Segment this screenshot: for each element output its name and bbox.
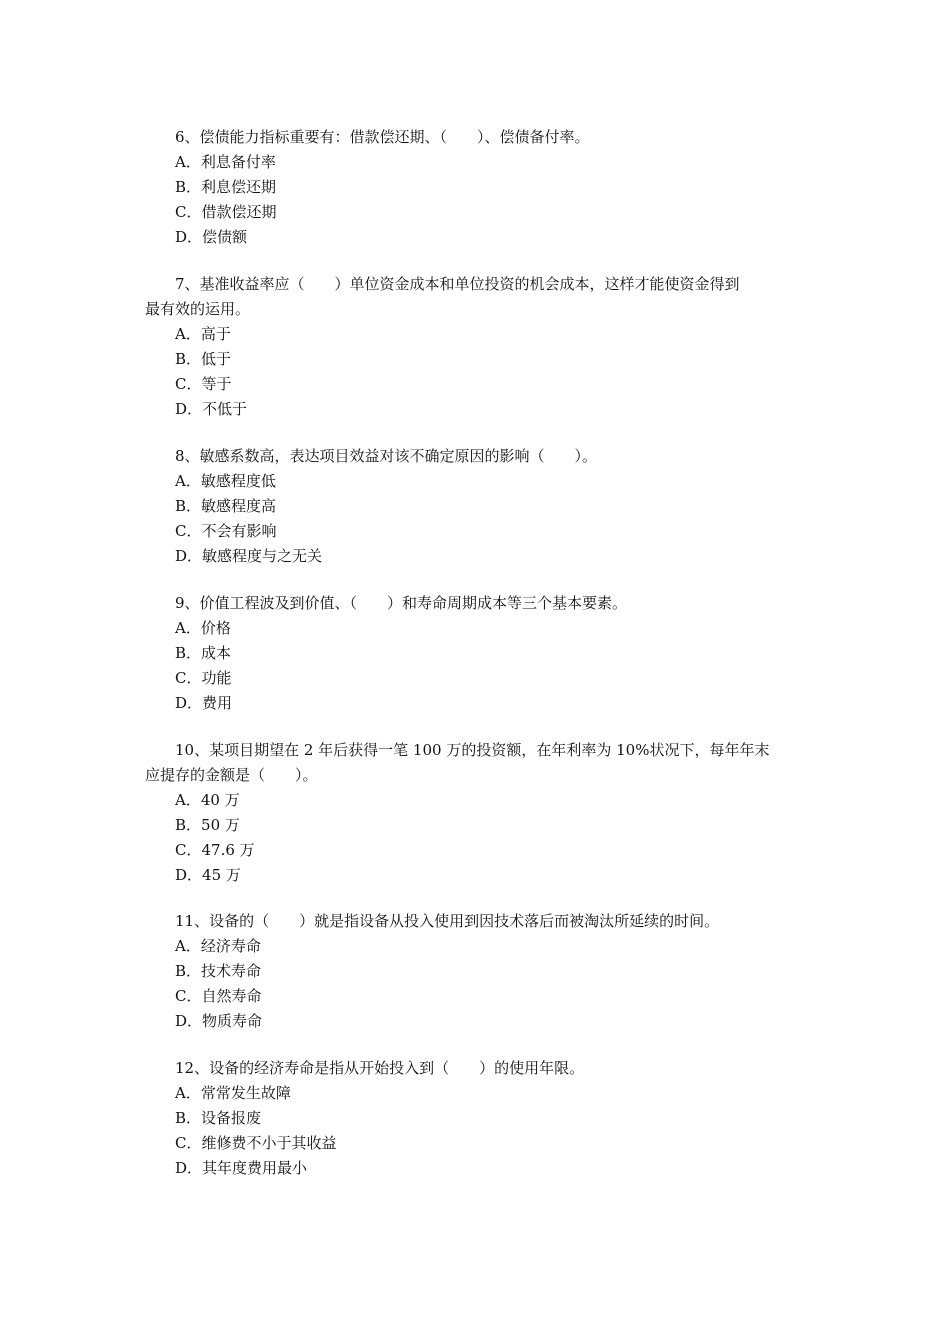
option-c: C．借款偿还期	[175, 203, 277, 221]
question-text: 11、设备的（ ）就是指设备从投入使用到因技术落后而被淘汰所延续的时间。	[175, 912, 720, 930]
option-c: C．等于	[175, 375, 232, 393]
option-b: B．低于	[175, 350, 232, 368]
question-text: 8、敏感系数高，表达项目效益对该不确定原因的影响（ ）。	[175, 447, 598, 465]
question-text-continued: 应提存的金额是（ ）。	[145, 766, 318, 784]
option-a: A．利息备付率	[175, 153, 276, 171]
question-text: 7、基准收益率应（ ）单位资金成本和单位投资的机会成本，这样才能使资金得到	[175, 275, 740, 293]
option-d: D．敏感程度与之无关	[175, 547, 323, 565]
option-d: D．费用	[175, 694, 233, 712]
option-b: B．设备报废	[175, 1109, 262, 1127]
option-d: D．偿债额	[175, 228, 248, 246]
option-d: D．45 万	[175, 866, 241, 884]
question-text: 12、设备的经济寿命是指从开始投入到（ ）的使用年限。	[175, 1059, 585, 1077]
option-c: C．自然寿命	[175, 987, 262, 1005]
option-a: A．敏感程度低	[175, 472, 276, 490]
option-b: B．50 万	[175, 816, 240, 834]
option-a: A．40 万	[175, 791, 240, 809]
question-text: 10、某项目期望在 2 年后获得一笔 100 万的投资额，在年利率为 10%状况下，每年年末	[175, 741, 770, 759]
option-c: C．不会有影响	[175, 522, 277, 540]
option-d: D．不低于	[175, 400, 248, 418]
option-b: B．成本	[175, 644, 232, 662]
option-a: A．经济寿命	[175, 937, 261, 955]
option-b: B．技术寿命	[175, 962, 262, 980]
option-a: A．常常发生故障	[175, 1084, 291, 1102]
question-text: 9、价值工程波及到价值、（ ）和寿命周期成本等三个基本要素。	[175, 594, 628, 612]
option-d: D．物质寿命	[175, 1012, 263, 1030]
question-text-continued: 最有效的运用。	[145, 300, 251, 318]
option-c: C．维修费不小于其收益	[175, 1134, 337, 1152]
option-b: B．利息偿还期	[175, 178, 277, 196]
option-b: B．敏感程度高	[175, 497, 277, 515]
option-d: D．其年度费用最小	[175, 1159, 308, 1177]
option-c: C．功能	[175, 669, 232, 687]
option-a: A．高于	[175, 325, 231, 343]
option-a: A．价格	[175, 619, 231, 637]
option-c: C．47.6 万	[175, 841, 255, 859]
question-text: 6、偿债能力指标重要有：借款偿还期、（ ）、偿债备付率。	[175, 128, 590, 146]
